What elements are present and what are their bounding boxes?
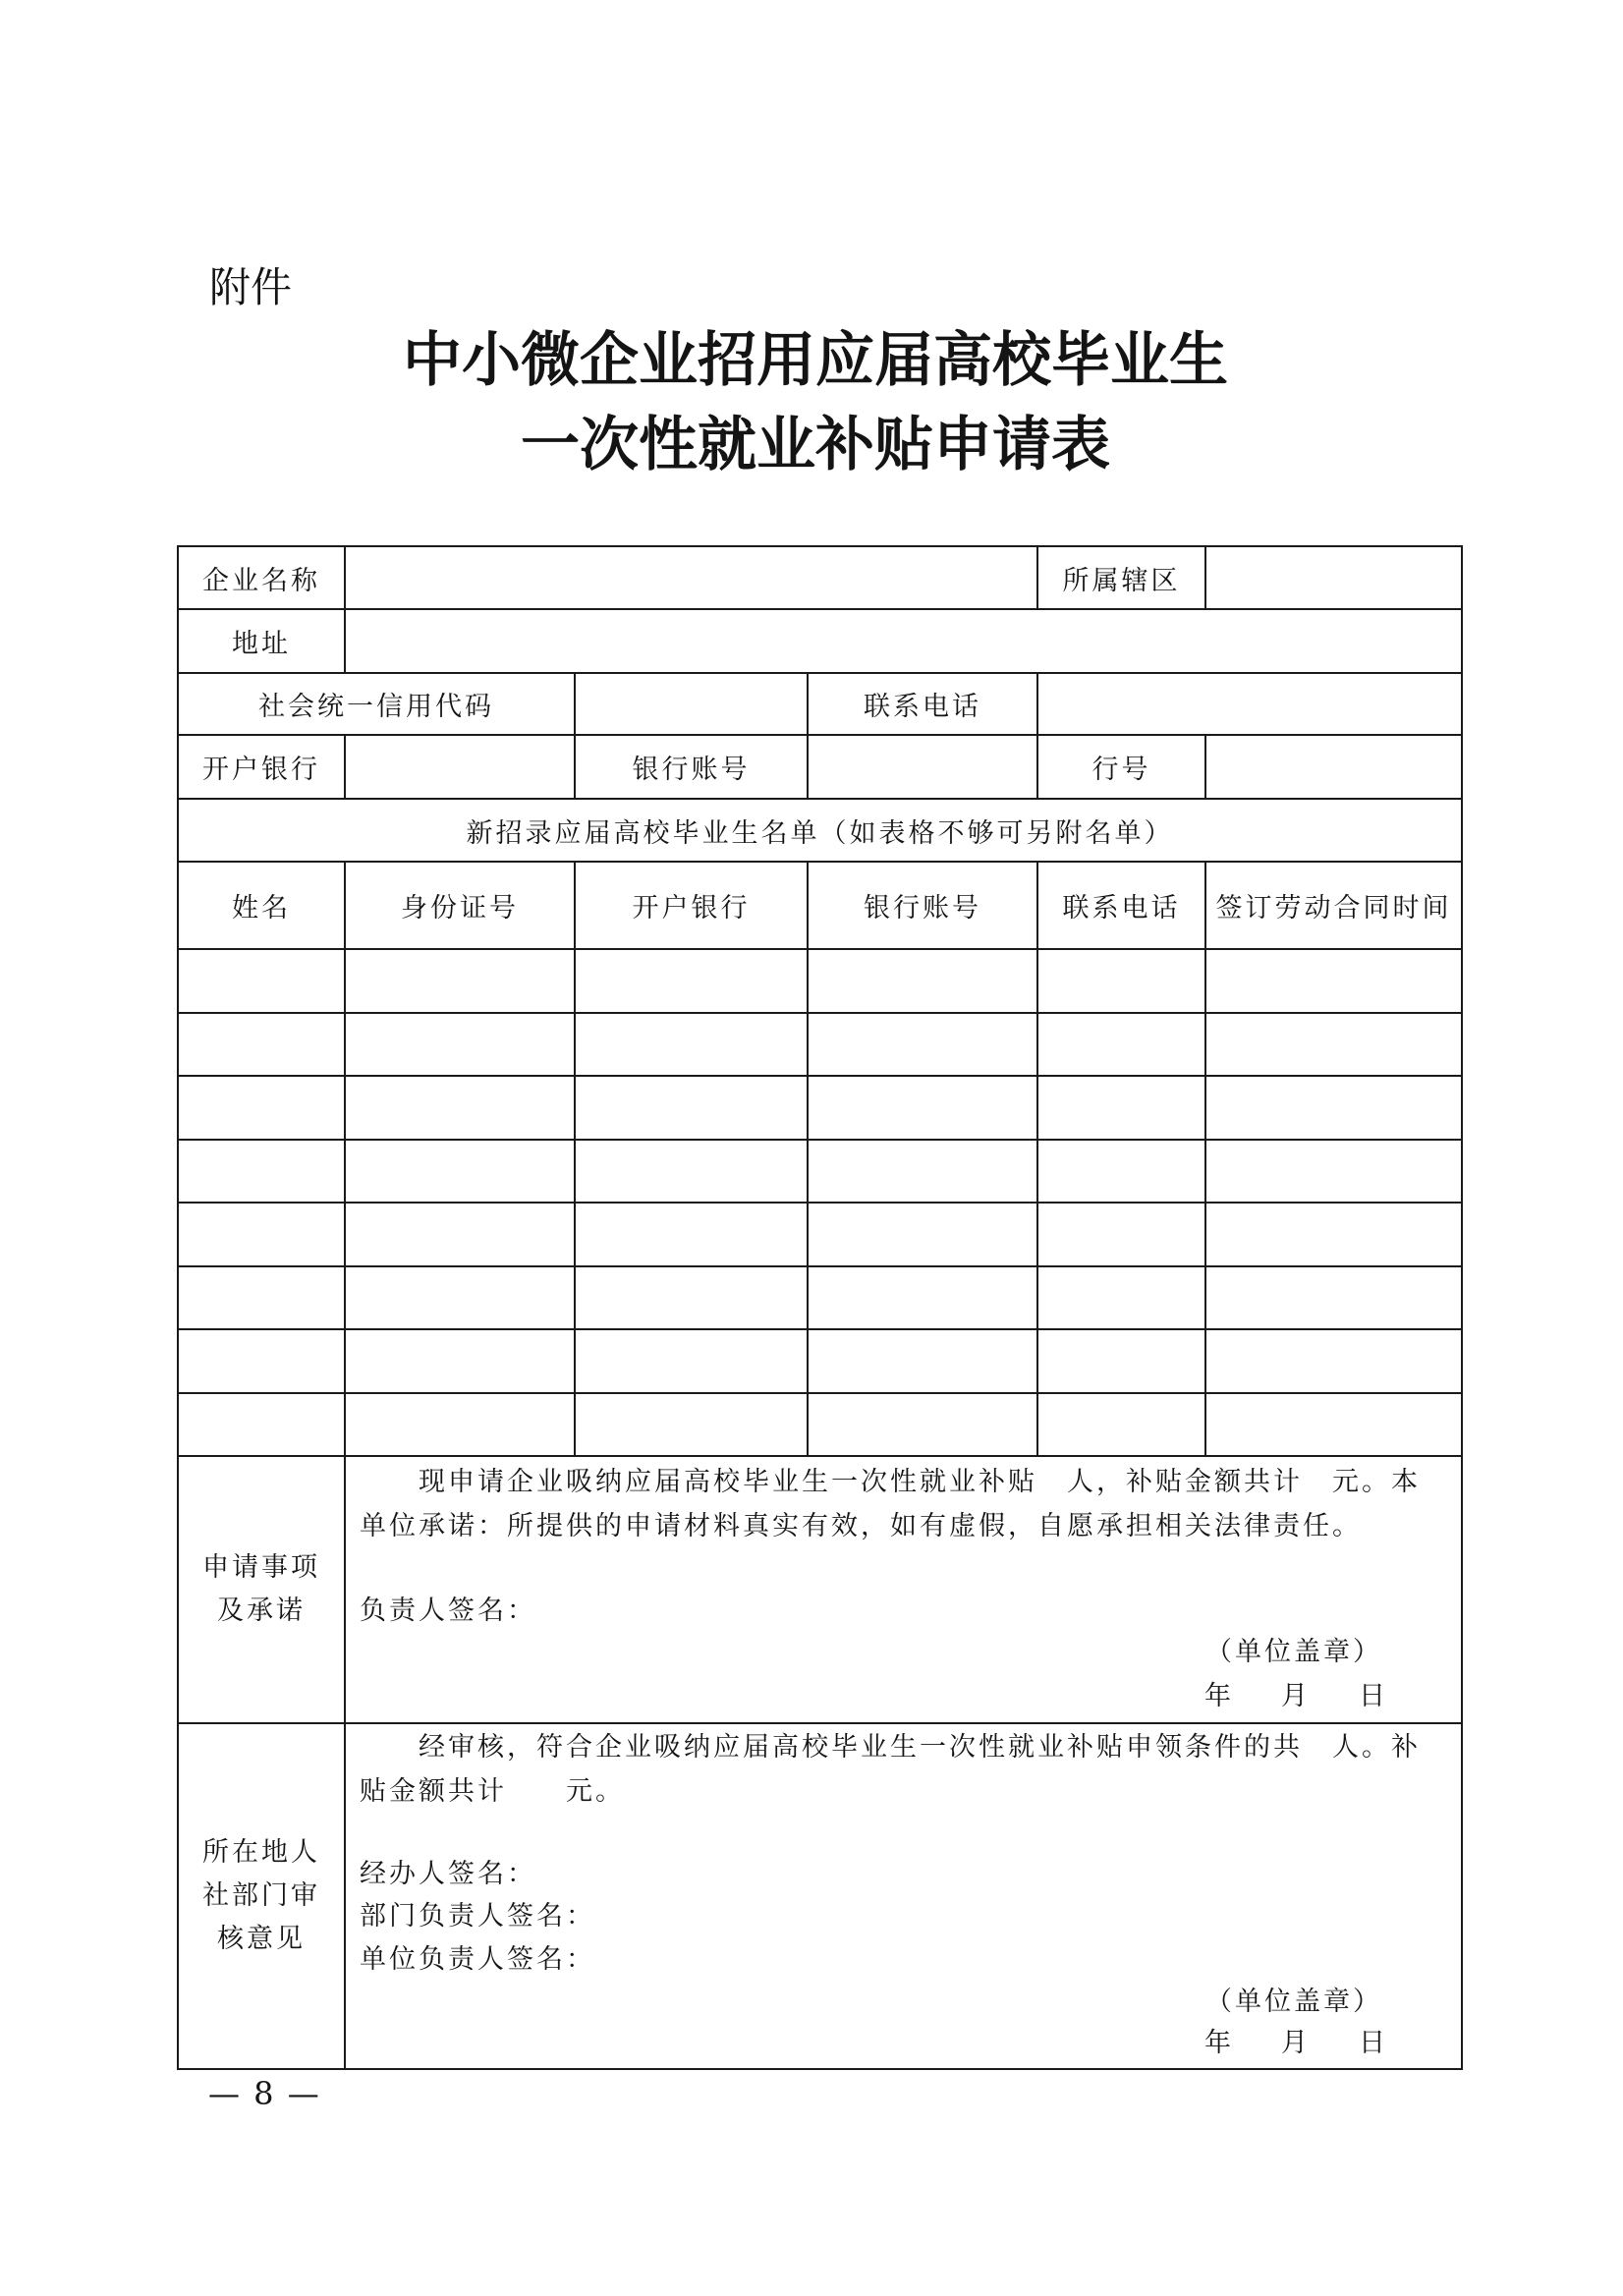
- review-day-label: 日: [1359, 2028, 1388, 2058]
- review-statement: 经审核，符合企业吸纳应届高校毕业生一次性就业补贴申领条件的共 人。补贴金额共计 元。: [360, 1732, 1421, 1807]
- graduate-name-cell: [178, 1076, 345, 1140]
- address-label: 地址: [178, 609, 345, 673]
- company-name-label: 企业名称: [178, 546, 345, 609]
- title-line-1: 中小微企业招用应届高校毕业生: [403, 326, 1228, 395]
- phone-field: [1037, 673, 1462, 735]
- graduate-bank-cell: [575, 1393, 808, 1456]
- column-header-name: 姓名: [178, 862, 345, 949]
- bank-field: [345, 735, 575, 799]
- dept-head-signature-label: 部门负责人签名：: [360, 1901, 595, 1932]
- graduate-id-number-cell: [345, 1013, 575, 1076]
- column-header-phone: 联系电话: [1037, 862, 1205, 949]
- graduate-id-number-cell: [345, 1076, 575, 1140]
- application-content-cell: [345, 1456, 1462, 1723]
- graduate-contract-date-cell: [1205, 1076, 1462, 1140]
- graduate-name-cell: [178, 1329, 345, 1393]
- address-field: [345, 609, 1462, 673]
- graduate-id-number-cell: [345, 949, 575, 1013]
- graduate-account-cell: [808, 1140, 1037, 1203]
- graduate-contract-date-cell: [1205, 949, 1462, 1013]
- graduate-row: [178, 1140, 1462, 1203]
- graduate-contract-date-cell: [1205, 1266, 1462, 1329]
- graduate-contract-date-cell: [1205, 1140, 1462, 1203]
- district-field: [1205, 546, 1462, 609]
- bank-row: [178, 735, 1462, 799]
- graduate-contract-date-cell: [1205, 1393, 1462, 1456]
- responsible-person-signature-label: 负责人签名：: [360, 1596, 536, 1626]
- graduate-id-number-cell: [345, 1140, 575, 1203]
- bank-label: 开户银行: [178, 735, 345, 799]
- credit-code-field: [575, 673, 808, 735]
- phone-label: 联系电话: [808, 673, 1037, 735]
- review-row: [178, 1723, 1462, 2069]
- graduate-account-cell: [808, 1266, 1037, 1329]
- application-label: 申请事项及承诺: [202, 1552, 320, 1626]
- page-number: — 8 —: [208, 2075, 321, 2112]
- review-month-label: 月: [1281, 2028, 1311, 2058]
- graduate-name-cell: [178, 1013, 345, 1076]
- unit-head-signature-label: 单位负责人签名：: [360, 1944, 595, 1975]
- graduate-id-number-cell: [345, 1266, 575, 1329]
- address-row: [178, 609, 1462, 673]
- review-content: [346, 1724, 1461, 2066]
- graduate-name-cell: [178, 1266, 345, 1329]
- application-year-label: 年: [1204, 1681, 1234, 1711]
- graduate-phone-cell: [1037, 1266, 1205, 1329]
- graduate-list-caption: 新招录应届高校毕业生名单（如表格不够可另附名单）: [178, 799, 1462, 862]
- graduate-id-number-cell: [345, 1203, 575, 1266]
- graduate-account-cell: [808, 1013, 1037, 1076]
- column-header-bank: 开户银行: [575, 862, 808, 949]
- bank-code-field: [1205, 735, 1462, 799]
- company-name-row: [178, 546, 1462, 609]
- graduate-phone-cell: [1037, 949, 1205, 1013]
- graduate-header-row: [178, 862, 1462, 949]
- graduate-id-number-cell: [345, 1329, 575, 1393]
- review-year-label: 年: [1204, 2028, 1234, 2058]
- graduate-bank-cell: [575, 1266, 808, 1329]
- graduate-phone-cell: [1037, 1076, 1205, 1140]
- application-row: [178, 1456, 1462, 1723]
- graduate-row: [178, 1013, 1462, 1076]
- graduate-bank-cell: [575, 1140, 808, 1203]
- review-content-cell: [345, 1723, 1462, 2069]
- credit-code-label: 社会统一信用代码: [178, 673, 575, 735]
- attachment-label: 附件: [209, 263, 293, 311]
- graduate-bank-cell: [575, 1013, 808, 1076]
- graduate-phone-cell: [1037, 1329, 1205, 1393]
- graduate-name-cell: [178, 1393, 345, 1456]
- graduate-contract-date-cell: [1205, 1013, 1462, 1076]
- account-label: 银行账号: [575, 735, 808, 799]
- application-day-label: 日: [1359, 1681, 1388, 1711]
- bank-code-label: 行号: [1037, 735, 1205, 799]
- graduate-bank-cell: [575, 1329, 808, 1393]
- review-label: 所在地人社部门审核意见: [202, 1837, 320, 1954]
- graduate-phone-cell: [1037, 1203, 1205, 1266]
- review-label-cell: [178, 1723, 345, 2069]
- graduate-phone-cell: [1037, 1013, 1205, 1076]
- graduate-row: [178, 1076, 1462, 1140]
- graduate-list-caption-row: [178, 799, 1462, 862]
- application-label-cell: [178, 1456, 345, 1723]
- graduate-row: [178, 1329, 1462, 1393]
- application-seal-label: （单位盖章）: [1205, 1637, 1382, 1667]
- column-header-account: 银行账号: [808, 862, 1037, 949]
- graduate-id-number-cell: [345, 1393, 575, 1456]
- graduate-account-cell: [808, 1329, 1037, 1393]
- graduate-row: [178, 1266, 1462, 1329]
- application-statement: 现申请企业吸纳应届高校毕业生一次性就业补贴 人，补贴金额共计 元。本单位承诺：所提供的申请材料真实有效，如有虚假，自愿承担相关法律责任。: [360, 1467, 1421, 1541]
- credit-code-row: [178, 673, 1462, 735]
- graduate-name-cell: [178, 949, 345, 1013]
- review-seal-label: （单位盖章）: [1205, 1987, 1382, 2017]
- district-label: 所属辖区: [1037, 546, 1205, 609]
- application-month-label: 月: [1281, 1681, 1311, 1711]
- handler-signature-label: 经办人签名：: [360, 1859, 536, 1889]
- graduate-account-cell: [808, 1203, 1037, 1266]
- graduate-account-cell: [808, 1076, 1037, 1140]
- graduate-contract-date-cell: [1205, 1203, 1462, 1266]
- graduate-name-cell: [178, 1203, 345, 1266]
- graduate-row: [178, 1393, 1462, 1456]
- column-header-id-number: 身份证号: [345, 862, 575, 949]
- graduate-account-cell: [808, 949, 1037, 1013]
- graduate-name-cell: [178, 1140, 345, 1203]
- graduate-row: [178, 1203, 1462, 1266]
- graduate-row: [178, 949, 1462, 1013]
- graduate-account-cell: [808, 1393, 1037, 1456]
- graduate-phone-cell: [1037, 1393, 1205, 1456]
- application-content: [346, 1457, 1461, 1720]
- graduate-contract-date-cell: [1205, 1329, 1462, 1393]
- graduate-phone-cell: [1037, 1140, 1205, 1203]
- application-form-table: [177, 545, 1463, 2070]
- account-field: [808, 735, 1037, 799]
- column-header-contract-date: 签订劳动合同时间: [1205, 862, 1462, 949]
- graduate-bank-cell: [575, 949, 808, 1013]
- graduate-bank-cell: [575, 1076, 808, 1140]
- document-title: [0, 318, 1623, 487]
- company-name-field: [345, 546, 1037, 609]
- graduate-bank-cell: [575, 1203, 808, 1266]
- title-line-2: 一次性就业补贴申请表: [521, 411, 1110, 479]
